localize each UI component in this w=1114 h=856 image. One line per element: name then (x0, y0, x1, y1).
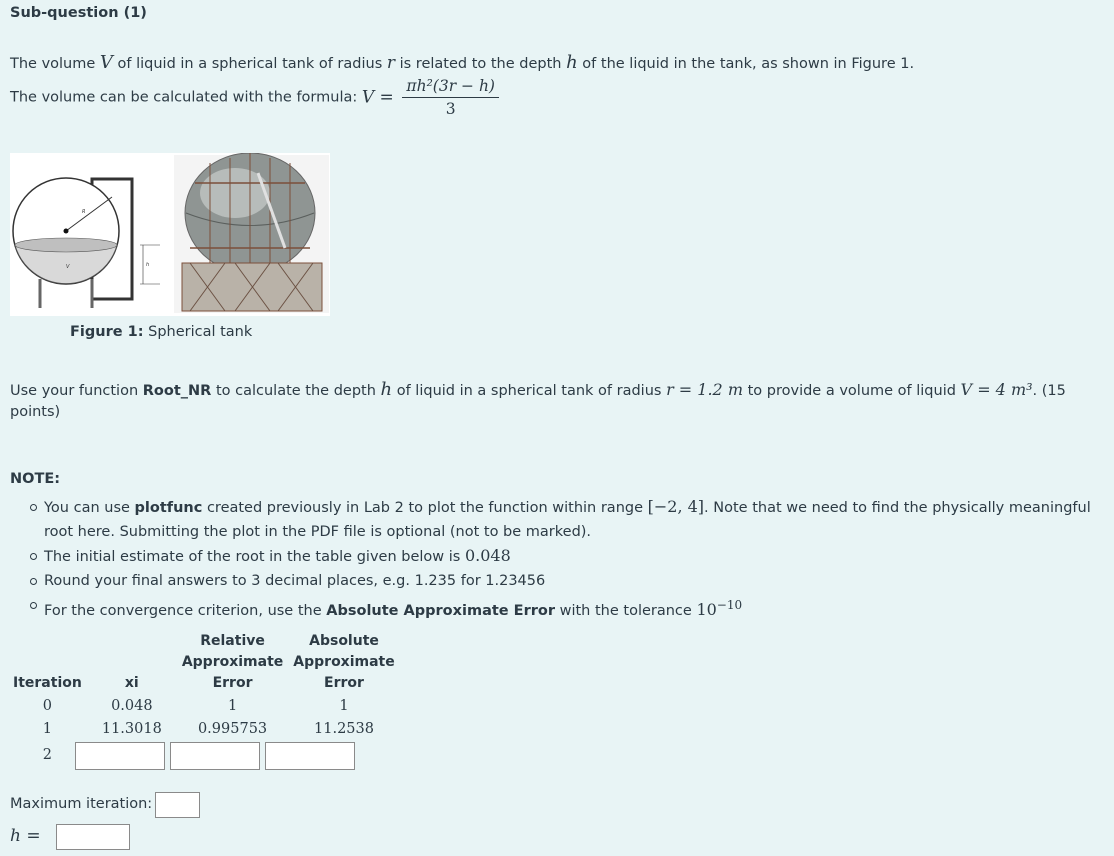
task-text: points) (10, 404, 61, 420)
header-iteration: Iteration (13, 675, 82, 691)
radius-value: r = 1.2 m (666, 380, 743, 399)
subquestion-title: Sub-question (1) (10, 5, 147, 21)
task-text: . (15 (1032, 383, 1066, 399)
initial-estimate: 0.048 (464, 546, 511, 565)
cell-iteration: 0 (42, 697, 53, 714)
intro-paragraph (10, 52, 914, 73)
var-h: h (566, 52, 578, 73)
note-text: Round your final answers to 3 decimal places, e.g. 1.235 for 1.23456 (44, 573, 546, 589)
range-value: [−2, 4] (647, 497, 705, 516)
formula-denominator: 3 (445, 100, 456, 118)
figure-caption-text: Spherical tank (143, 324, 253, 340)
header-text: Absolute (309, 633, 379, 649)
cell-xi: 0.048 (111, 697, 153, 714)
function-name: plotfunc (134, 500, 203, 516)
header-xi: xi (124, 675, 139, 691)
h-label: h = (10, 826, 41, 846)
table-row (8, 717, 400, 740)
cell-rel-error: 1 (227, 697, 238, 714)
var-V: V (99, 52, 113, 73)
header-text: Approximate (181, 654, 284, 670)
formula-intro-text: The volume can be calculated with the formula: (10, 89, 362, 106)
function-name: Root_NR (142, 383, 212, 399)
formula-line (10, 77, 499, 118)
var-h: h (380, 379, 393, 400)
cell-abs-error: 11.2538 (314, 720, 374, 737)
intro-text: of liquid in a spherical tank of radius (112, 56, 387, 72)
note-text: root here. Submitting the plot in the PDF file is optional (not to be marked). (44, 524, 592, 540)
task-text: Use your function (10, 383, 143, 399)
tolerance-base: 10 (696, 599, 717, 619)
note-text: You can use (44, 500, 135, 516)
intro-text: is related to the depth (395, 56, 567, 72)
volume-value: V = 4 m³ (960, 380, 1033, 399)
figure-caption-label: Figure 1: (70, 324, 144, 340)
note-item (10, 544, 1105, 569)
tolerance-exponent: −10 (716, 598, 743, 612)
max-iteration-input[interactable] (155, 792, 200, 818)
header-text: Relative (200, 633, 265, 649)
note-text: created previously in Lab 2 to plot the function within range (202, 500, 648, 516)
var-r: r (386, 53, 395, 73)
figure-caption (70, 324, 252, 340)
note-list (10, 495, 1105, 623)
figure-image (10, 153, 330, 316)
tank-diagram (13, 178, 160, 308)
table-header-row (8, 631, 400, 694)
table-row (8, 694, 400, 717)
formula-fraction (402, 77, 499, 118)
note-text: . Note that we need to find the physically meaningful (704, 500, 1091, 516)
task-text: to provide a volume of liquid (743, 383, 961, 399)
formula-lhs: V = (361, 87, 394, 108)
diagram-label-V: V (66, 264, 70, 270)
cell-xi: 11.3018 (101, 720, 162, 737)
cell-rel-error: 0.995753 (197, 720, 268, 737)
note-text: For the convergence criterion, use the (44, 602, 327, 619)
note-heading: NOTE: (10, 471, 61, 487)
criterion-name: Absolute Approximate Error (326, 602, 555, 619)
header-text: Error (324, 675, 364, 691)
cell-iteration: 1 (42, 720, 53, 737)
cell-iteration: 2 (42, 747, 53, 763)
h-answer-input[interactable] (56, 824, 130, 850)
intro-text: of the liquid in the tank, as shown in Figure 1. (577, 56, 915, 72)
task-paragraph (10, 379, 1100, 423)
diagram-label-h: h (146, 262, 150, 268)
rel-error-iteration-2-input[interactable] (170, 742, 260, 770)
xi-iteration-2-input[interactable] (75, 742, 165, 770)
intro-text: The volume (10, 56, 100, 72)
tank-photo (174, 153, 329, 313)
cell-abs-error: 1 (339, 697, 349, 714)
header-text: Approximate (293, 654, 395, 670)
header-absolute-error (288, 631, 399, 694)
header-text: Error (212, 675, 253, 691)
task-text: of liquid in a spherical tank of radius (392, 383, 667, 399)
diagram-label-R: R (82, 209, 86, 215)
formula-numerator: πh²(3r − h) (402, 77, 499, 98)
header-relative-error (177, 631, 288, 694)
note-text: with the tolerance (555, 602, 697, 619)
note-text: The initial estimate of the root in the table given below is (44, 549, 465, 565)
spherical-tank-figure (10, 153, 330, 316)
note-item (10, 569, 1105, 593)
max-iteration-label: Maximum iteration: (10, 796, 153, 812)
note-item (10, 593, 1105, 623)
task-text: to calculate the depth (211, 383, 381, 399)
abs-error-iteration-2-input[interactable] (265, 742, 355, 770)
note-item (10, 495, 1105, 544)
